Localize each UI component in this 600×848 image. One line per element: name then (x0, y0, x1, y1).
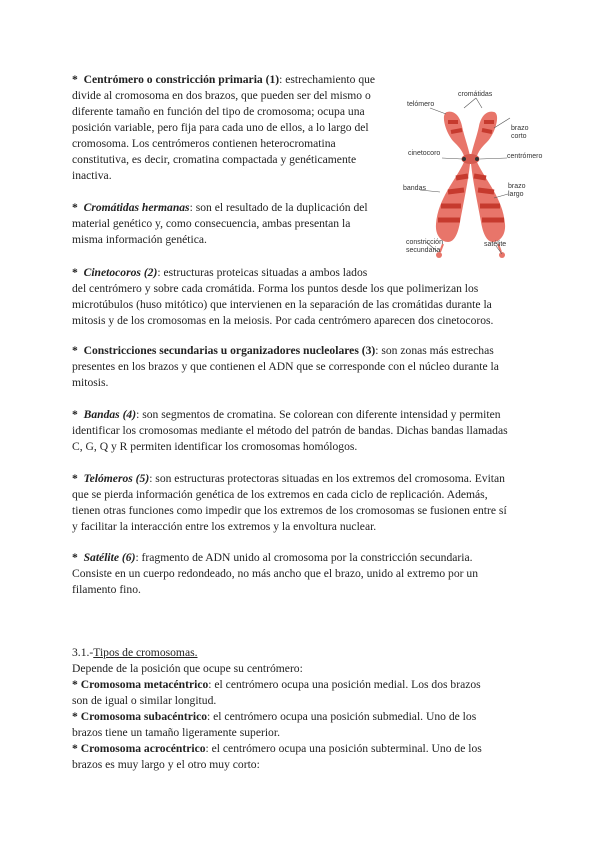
satellite-right (499, 252, 505, 258)
paragraph-constricciones: * Constricciones secundarias u organizadores nucleolares (3): son zonas más estrechas presentes en los brazos y que contienen el ADN que se corresponde con el núcleo durante la mitosis. (72, 344, 499, 389)
label-constriccion-1: constricción (406, 239, 443, 246)
paragraph-satelite: * Satélite (6): fragmento de ADN unido al cromosoma por la constricción secundaria. Consiste en un cuerpo redondeado, no más ancho que el brazo, unido al extremo por un filamento fino. (72, 551, 478, 596)
label-brazo-largo-1: brazo (508, 183, 526, 190)
kinetochore-left (462, 157, 466, 161)
list-item-metacentrico: * Cromosoma metacéntrico: el centrómero ocupa una posición medial. Los dos brazos (72, 678, 481, 691)
label-bandas: bandas (403, 185, 426, 192)
label-brazo-corto-1: brazo (511, 125, 529, 132)
label-brazo-largo-2: largo (508, 191, 524, 198)
chromatid-upper-left (444, 112, 470, 156)
term-cromatidas: Cromátidas hermanas (83, 201, 190, 214)
label-constriccion-2: secundaria (406, 247, 441, 254)
paragraph-cromatidas: * Cromátidas hermanas: son el resultado de la duplicación del material genético y, como consecuencia, ambas presentan la misma información genética. (72, 201, 368, 246)
label-centromero: centrómero (507, 153, 543, 160)
chromosome-figure (398, 84, 546, 264)
term-constricciones: Constricciones secundarias u organizadores nucleolares (3) (83, 344, 376, 357)
paragraph-bandas: * Bandas (4): son segmentos de cromatina. Se colorean con diferente intensidad y permiten identificar los cromosomas mediante el método del patrón de bandas. Dichas bandas llamadas C, G, Q y R permiten identificar los cromosomas homólogos. (72, 408, 508, 453)
section-heading: 3.1.-Tipos de cromosomas. (72, 646, 198, 659)
term-satelite: Satélite (6) (83, 551, 136, 564)
section-title: Tipos de cromosomas. (93, 646, 198, 659)
section-tipos-cromosomas: 3.1.-Tipos de cromosomas. Depende de la posición que ocupe su centrómero: * Cromosoma metacéntrico: el centrómero ocupa una posición medial. Los dos brazos son de igual o similar longitud. * Cromosoma subacéntrico: el centrómero ocupa una posición submedial. Uno de los brazos tiene un tamaño ligeramente superior. * Cromosoma acrocéntrico: el centrómero ocupa una posición subterminal. Uno de los brazos es muy largo y el otro muy corto: (72, 646, 482, 771)
term-bandas: Bandas (4) (83, 408, 137, 421)
label-brazo-corto-2: corto (511, 133, 527, 140)
section-intro: Depende de la posición que ocupe su centrómero: (72, 662, 303, 675)
kinetochore-right (475, 157, 479, 161)
chromosome-diagram (398, 84, 546, 264)
label-cinetocoro: cinetocoro (408, 150, 441, 157)
term-centromero: Centrómero o constricción primaria (1) (83, 73, 280, 86)
list-item-acrocentrico: * Cromosoma acrocéntrico: el centrómero ocupa una posición subterminal. Uno de los (72, 742, 482, 755)
term-telomeros: Telómeros (5) (83, 472, 150, 485)
paragraph-telomeros: * Telómeros (5): son estructuras protectoras situadas en los extremos del cromosoma. Evitan que se pierda información genética de los extremos en cada ciclo de replicación. Además, tienen otras funciones como impedir que los extremos de los cromosomas se fusionen entre sí y facilitar la interacción entre los extremos y la envoltura nuclear. (72, 472, 507, 533)
paragraph-cinetocoros: * Cinetocoros (2): estructuras proteicas situadas a ambos lados del centrómero y sobre cada cromátida. Forma los puntos desde los que polimerizan los microtúbulos (huso mitótico) que intervienen en la separación de las cromátidas durante la mitosis y de los cromosomas en la meiosis. Por cada centrómero aparecen dos cinetocoros. (72, 266, 494, 327)
label-satelite: satélite (484, 241, 507, 248)
paragraph-centromero: * Centrómero o constricción primaria (1): estrechamiento que divide al cromosoma en dos brazos, que pueden ser del mismo o diferente tamaño en función del tipo de cromosoma; ocupa una posición variable, pero fija para cada uno de ellos, a lo largo del cromosoma. Los centrómeros contienen heterocromatina constitutiva, es decir, cromatina compactada y genéticamente inactiva. (72, 73, 376, 182)
label-telomero: telómero (407, 101, 435, 108)
list-item-subacentrico: * Cromosoma subacéntrico: el centrómero ocupa una posición submedial. Uno de los (72, 710, 477, 723)
label-cromatidas: cromátidas (458, 91, 493, 98)
term-cinetocoros: Cinetocoros (2) (83, 266, 158, 279)
chromatid-upper-right (471, 112, 497, 156)
